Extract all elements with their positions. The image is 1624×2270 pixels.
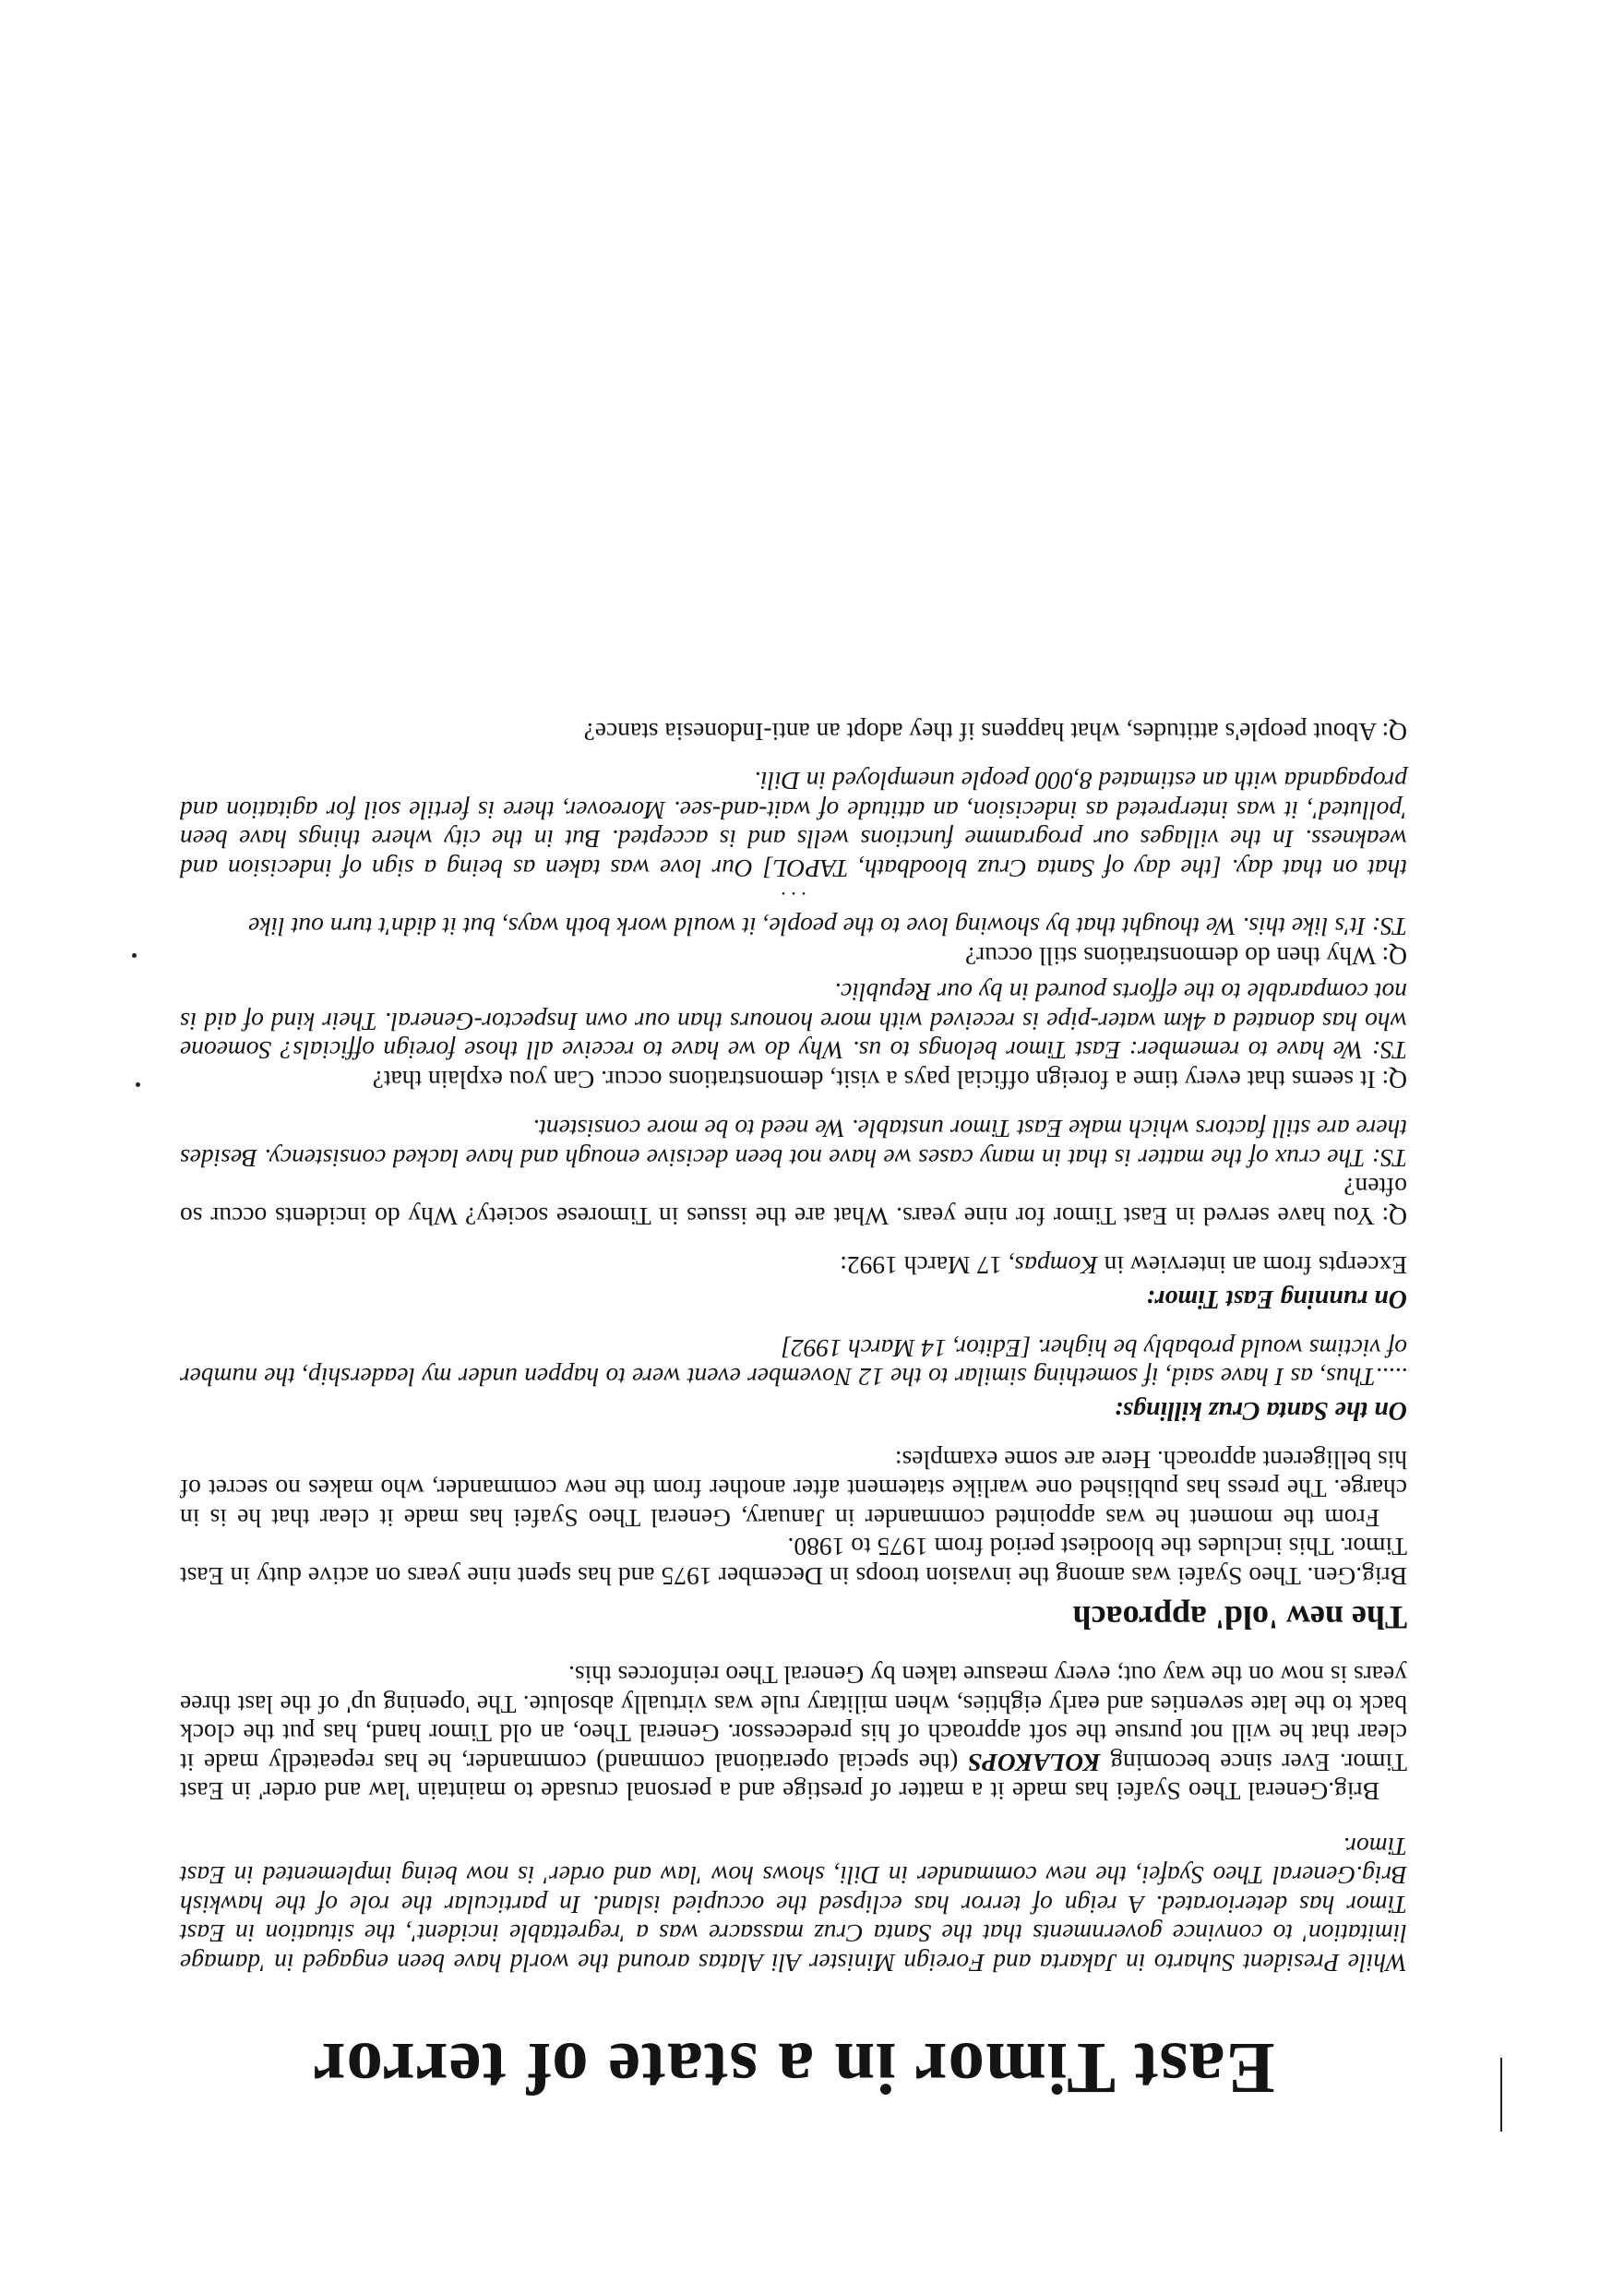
interview-intro-end: , 17 March 1992:	[840, 1251, 1015, 1281]
answer-1: TS: The crux of the matter is that in many cases we have not been decisive enough and have lacked consistency. Besides there are still factors which make East Timor unstable. We need to be more consistent.	[180, 1115, 1407, 1173]
subheading-santa-cruz: On the Santa Cruz killings:	[1114, 1396, 1407, 1426]
subheading-running-east-timor: On running East Timor:	[1146, 1284, 1407, 1314]
answer-3-continued: that on that day. [the day of Santa Cruz bloodbath, TAPOL] Our love was taken as being a sign of indecision and weakness. In the villages our programme functions wells and is accepted. But in the city where things have been 'polluted', it was interpreted as indecision, an attitude of wait-and-see. Moreover, there is fertile soil for agitation and propaganda with an estimated 8,000 people unemployed in Dili.	[180, 767, 1407, 883]
interview-source: Kompas	[1014, 1251, 1098, 1281]
intro-paragraph	[180, 1661, 1407, 1807]
margin-mark	[132, 953, 137, 958]
santa-cruz-quote: .....Thus, as I have said, if something similar to the 12 November event were to happen under my leadership, the number of victims would probably be higher. [Editor, 14 March 1992]	[180, 1334, 1407, 1392]
margin-mark	[136, 1082, 140, 1087]
continuation-dots: . . .	[781, 888, 806, 911]
article	[180, 718, 1407, 2109]
appointment-paragraph: From the moment he was appointed commander in January, General Theo Syafei has made it clear that he is in charge. The press has published one warlike statement after another from the new commander, who makes no secret of his belligerent approach. Here are some examples:	[180, 1446, 1407, 1533]
question-1: Q: You have served in East Timor for nine years. What are the issues in Timorese society? Why do incidents occur so often?	[180, 1173, 1407, 1231]
lead-paragraph: While President Suharto in Jakarta and Foreign Minister Ali Alatas around the world have been engaged in 'damage limitation' to convince governments that the Santa Cruz massacre was a 'regrettable incident', the situation in East Timor has deteriorated. A reign of terror has eclipsed the occupied island. In particular the role of the hawkish Brig.General Theo Syafei, the new commander in Dili, shows how 'law and order' is now being implemented in East Timor.	[180, 1833, 1407, 1977]
answer-3: TS: It's like this. We thought that by showing love to the people, it would work both ways, but it didn't turn out like	[248, 913, 1407, 942]
syafei-background-paragraph: Brig.Gen. Theo Syafei was among the invasion troops in December 1975 and has spent nine years on active duty in East Timor. This includes the bloodiest period from 1975 to 1980.	[180, 1533, 1407, 1591]
intro-text-start: Brig.General Theo Syafei has made it a matter of prestige and a personal crusade to maintain 'law and order' in East Timor. Ever since becoming	[180, 1749, 1407, 1807]
interview-intro-start: Excerpts from an interview in	[1097, 1251, 1407, 1281]
question-2: Q: It seems that every time a foreign official pays a visit, demonstrations occur. Can you explain that?	[372, 1066, 1407, 1094]
question-3: Q: Why then do demonstrations still occur?	[964, 942, 1407, 971]
question-4: Q: About people's attitudes, what happens if they adopt an anti-Indonesia stance?	[583, 718, 1407, 747]
intro-text-end: (the special operational command) commander, he has repeatedly made it clear that he will not pursue the soft approach of his predecessor. General Theo, an old Timor hand, has put the clock back to the late seventies and early eighties, when military rule was virtually absolute. The 'opening up' of the last three years is now on the way out; every measure taken by General Theo reinforces this.	[180, 1661, 1407, 1777]
margin-rule	[1500, 2058, 1502, 2132]
answer-2: TS: We have to remember: East Timor belongs to us. Why do we have to receive all those foreign officials? Someone who has donated a 4km water-pipe is received with more honours than our own Inspector-General. Their kind of aid is not comparable to the efforts poured in by our Republic.	[180, 978, 1407, 1066]
article-title: East Timor in a state of terror	[312, 2027, 1275, 2108]
kolakops-term: KOLAKOPS	[967, 1749, 1101, 1777]
interview-intro	[180, 1251, 1407, 1281]
section-heading: The new 'old' approach	[1072, 1599, 1407, 1636]
